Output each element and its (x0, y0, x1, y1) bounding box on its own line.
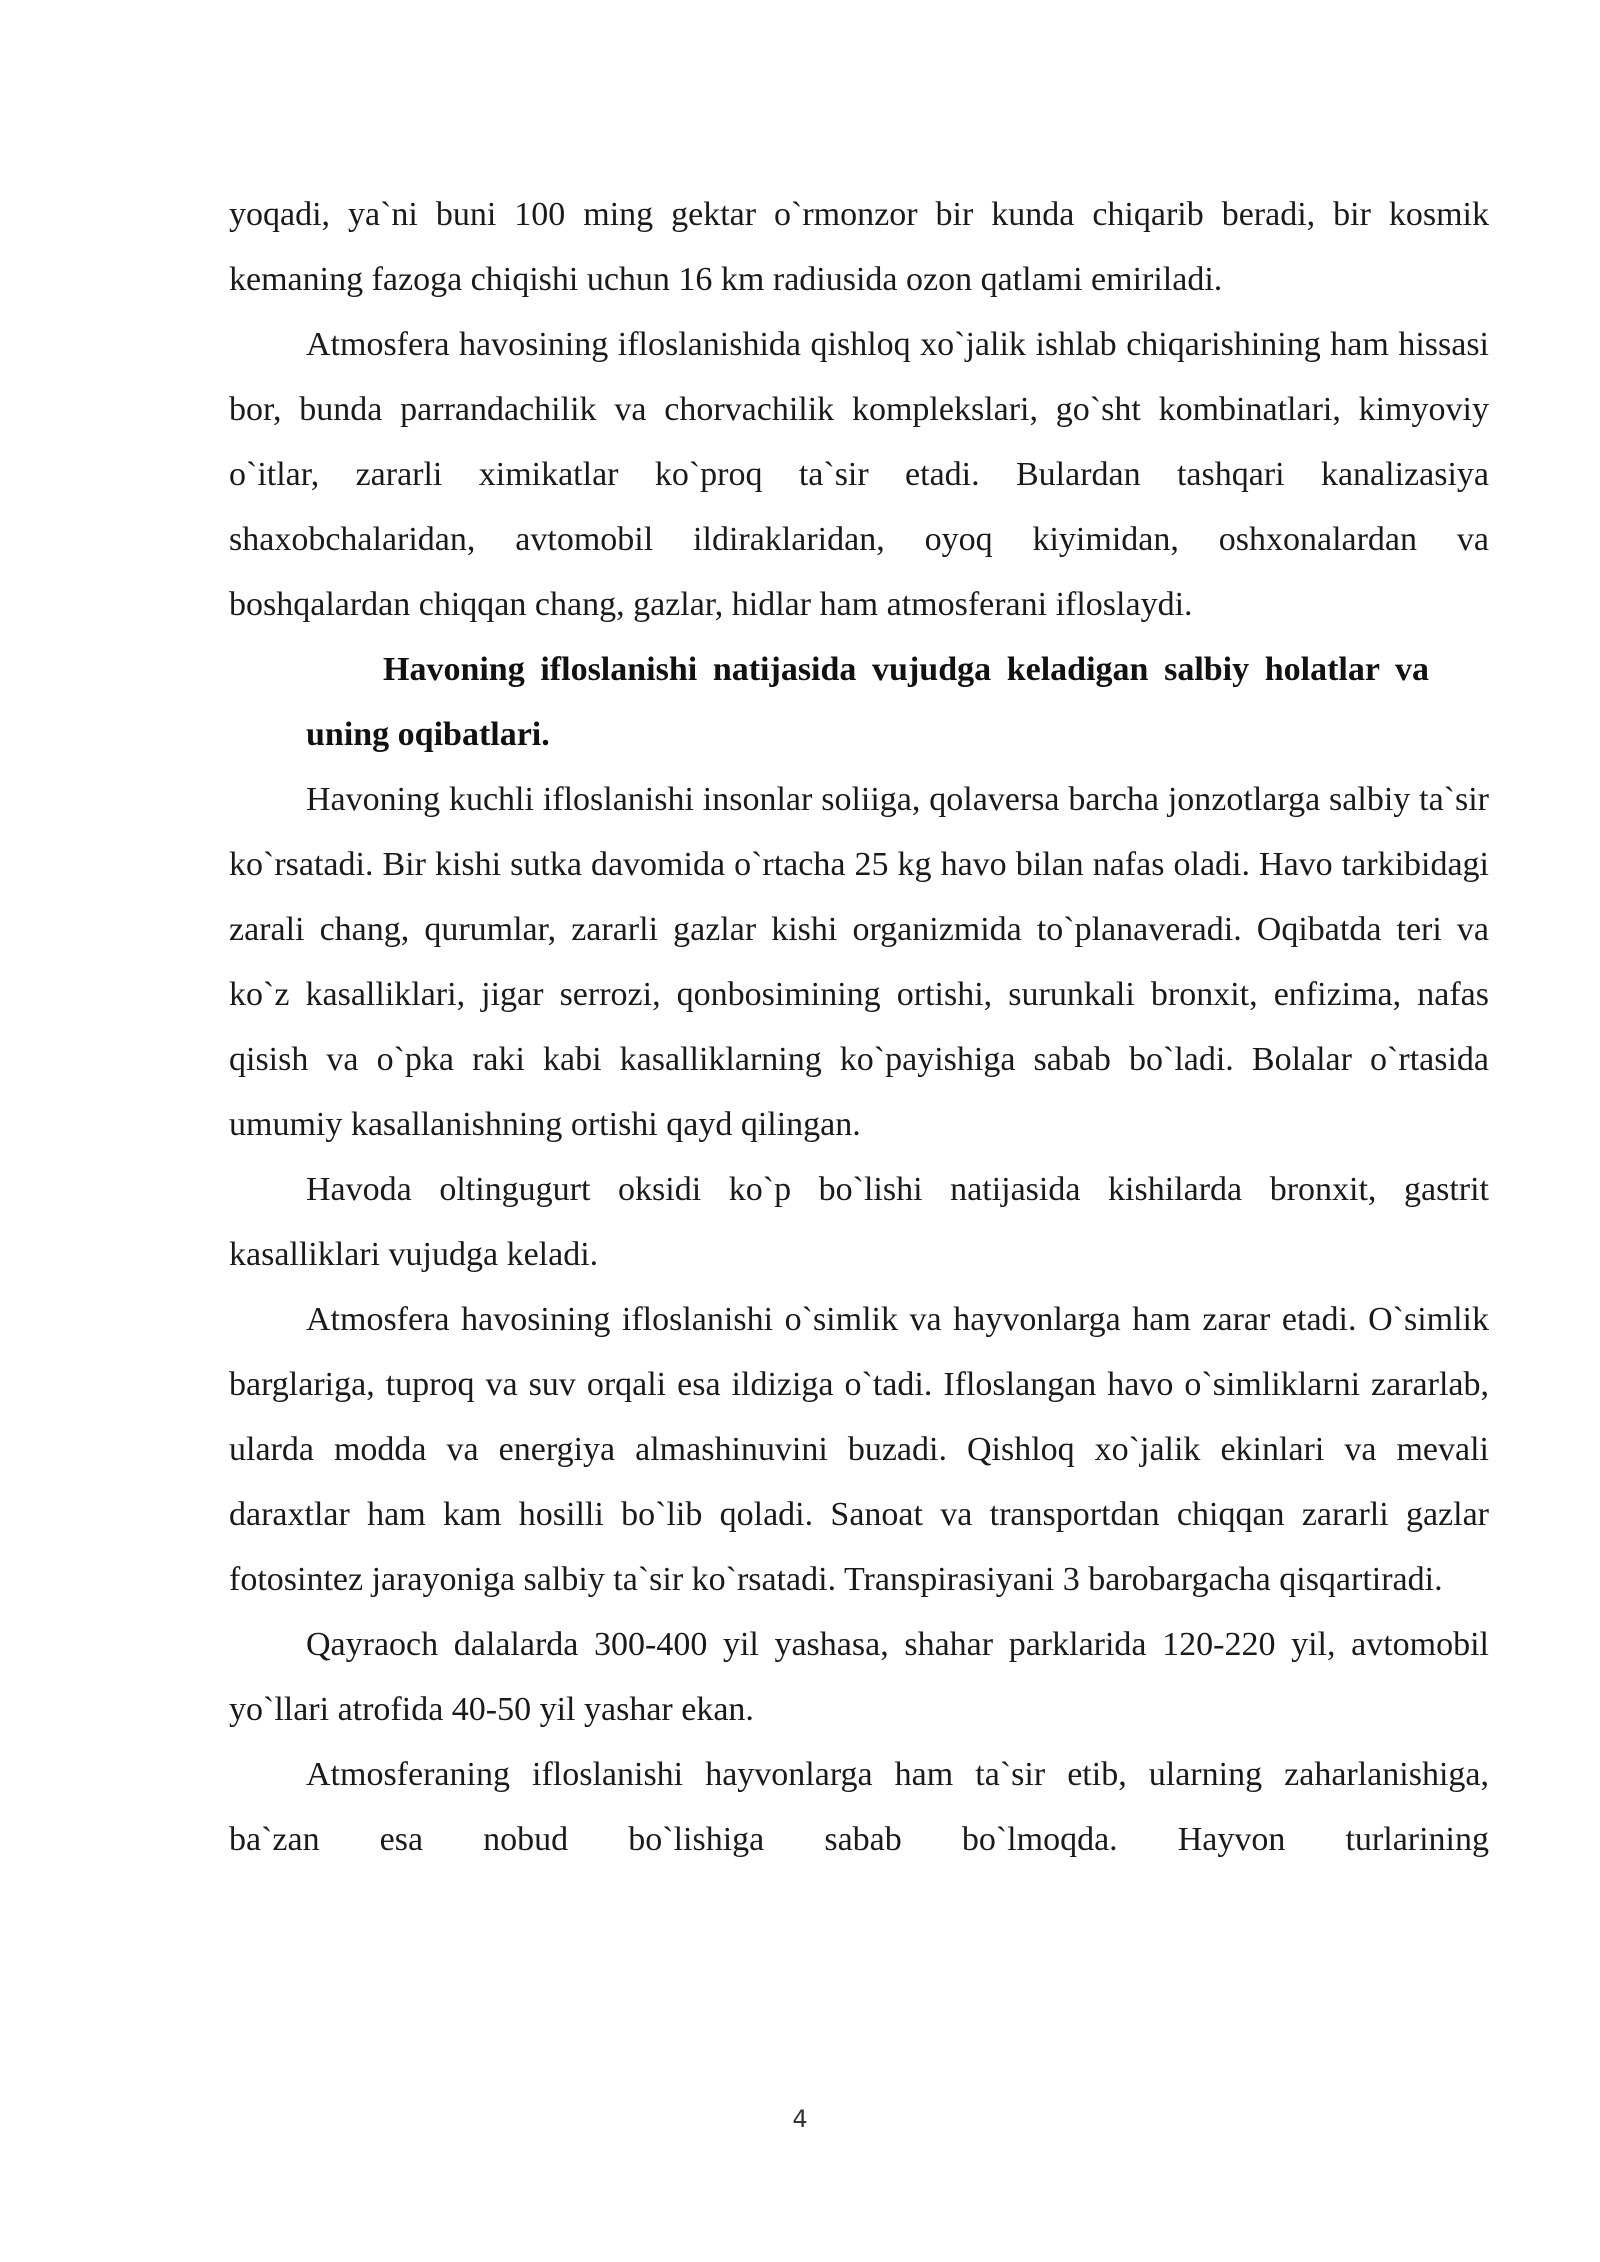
paragraph-ozone: yoqadi, ya`ni buni 100 ming gektar o`rmonzor bir kunda chiqarib beradi, bir kosmik kemaning fazoga chiqishi uchun 16 km radiusida ozon qatlami emiriladi. (229, 196, 1489, 298)
document-body (229, 182, 1489, 1872)
page-number: 4 (792, 2105, 808, 2133)
section-heading: Havoning ifloslanishi natijasida vujudga keladigan salbiy holatlar va uning oqibatlari. (306, 651, 1429, 753)
paragraph-plants: Atmosfera havosining ifloslanishi o`simlik va hayvonlarga ham zarar etadi. O`simlik barglariga, tuproq va suv orqali esa ildiziga o`tadi. Ifloslangan havo o`simliklarni zararlab, ularda modda va energiya almashinuvini buzadi. Qishloq xo`jalik ekinlari va mevali daraxtlar ham kam hosilli bo`lib qoladi. Sanoat va transportdan chiqqan zararli gazlar fotosintez jarayoniga salbiy ta`sir ko`rsatadi. Transpirasiyani 3 barobargacha qisqartiradi. (229, 1301, 1489, 1598)
paragraph-agriculture: Atmosfera havosining ifloslanishida qishloq xo`jalik ishlab chiqarishining ham hissasi bor, bunda parrandachilik va chorvachilik komplekslari, go`sht kombinatlari, kimyoviy o`itlar, zararli ximikatlar ko`proq ta`sir etadi. Bulardan tashqari kanalizasiya shaxobchalaridan, avtomobil ildiraklaridan, oyoq kiyimidan, oshxonalardan va boshqalardan chiqqan chang, gazlar, hidlar ham atmosferani ifloslaydi. (229, 326, 1489, 623)
paragraph-health-effects: Havoning kuchli ifloslanishi insonlar soliiga, qolaversa barcha jonzotlarga salbiy ta`sir ko`rsatadi. Bir kishi sutka davomida o`rtacha 25 kg havo bilan nafas oladi. Havo tarkibidagi zaralі chang, qurumlar, zararli gazlar kishi organizmida to`planaveradi. Oqibatda teri va ko`z kasalliklari, jigar serrozi, qonbosimining ortishi, surunkali bronxit, enfizima, nafas qisish va o`pka raki kabi kasalliklarning ko`payishiga sabab bo`ladi. Bolalar o`rtasida umumiy kasallanishning ortishi qayd qilingan. (229, 781, 1489, 1143)
paragraph-animals: Atmosferaning ifloslanishi hayvonlarga ham ta`sir etib, ularning zaharlanishiga, ba`zan esa nobud bo`lishiga sabab bo`lmoqda. Hayvon turlarining (229, 1756, 1489, 1858)
paragraph-elm-lifespan: Qayraoch dalalarda 300-400 yil yashasa, shahar parklarida 120-220 yil, avtomobil yo`llari atrofida 40-50 yil yashar ekan. (229, 1626, 1489, 1728)
paragraph-sulfur-oxide: Havoda oltingugurt oksidi ko`p bo`lishi natijasida kishilarda bronxit, gastrit kasalliklari vujudga keladi. (229, 1171, 1489, 1273)
